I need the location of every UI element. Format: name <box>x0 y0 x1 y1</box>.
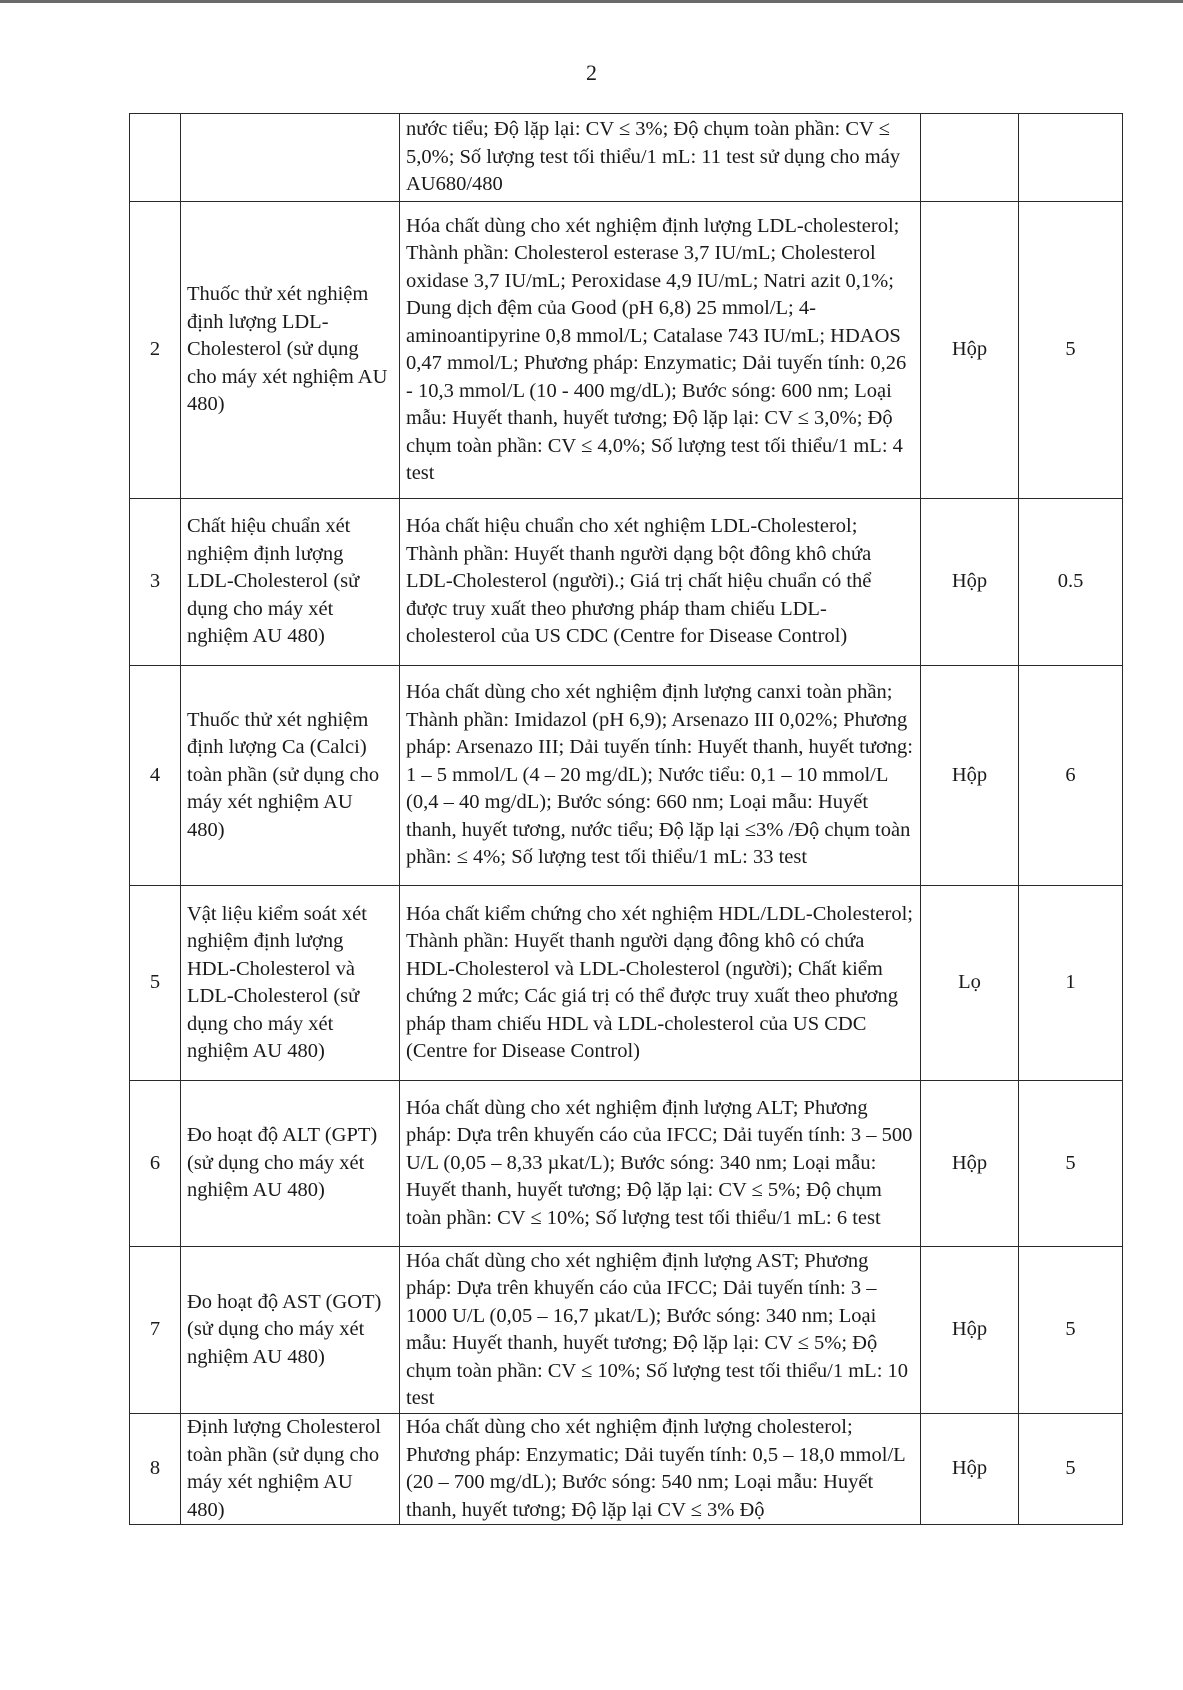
item-unit: Hộp <box>921 1247 1019 1414</box>
item-specification: nước tiểu; Độ lặp lại: CV ≤ 3%; Độ chụm toàn phần: CV ≤ 5,0%; Số lượng test tối thiểu/1 mL: 11 test sử dụng cho máy AU680/480 <box>400 114 921 202</box>
page-number: 2 <box>586 60 597 85</box>
item-name: Định lượng Cholesterol toàn phần (sử dụng cho máy xét nghiệm AU 480) <box>181 1414 400 1525</box>
table-row <box>130 886 1123 1081</box>
item-specification: Hóa chất dùng cho xét nghiệm định lượng cholesterol; Phương pháp: Enzymatic; Dải tuyến tính: 0,5 – 18,0 mmol/L (20 – 700 mg/dL); Bước sóng: 540 nm; Loại mẫu: Huyết thanh, huyết tương; Độ lặp lại CV ≤ 3% Độ <box>400 1414 921 1525</box>
item-specification: Hóa chất dùng cho xét nghiệm định lượng canxi toàn phần; Thành phần: Imidazol (pH 6,9); Arsenazo III 0,02%; Phương pháp: Arsenazo III; Dải tuyến tính: Huyết thanh, huyết tương: 1 – 5 mmol/L (4 – 20 mg/dL); Nước tiểu: 0,1 – 10 mmol/L (0,4 – 40 mg/dL); Bước sóng: 660 nm; Loại mẫu: Huyết thanh, huyết tương, nước tiểu; Độ lặp lại ≤3% /Độ chụm toàn phần: ≤ 4%; Số lượng test tối thiểu/1 mL: 33 test <box>400 666 921 886</box>
item-specification: Hóa chất kiểm chứng cho xét nghiệm HDL/LDL-Cholesterol; Thành phần: Huyết thanh người dạng đông khô có chứa HDL-Cholesterol và LDL-Cholesterol (người); Chất kiểm chứng 2 mức; Các giá trị có thể được truy xuất theo phương pháp tham chiếu HDL và LDL-cholesterol của US CDC (Centre for Disease Control) <box>400 886 921 1081</box>
scan-top-edge <box>0 0 1183 3</box>
item-unit: Hộp <box>921 1414 1019 1525</box>
row-number: 6 <box>130 1081 181 1247</box>
item-quantity: 1 <box>1019 886 1123 1081</box>
specification-table <box>129 113 1123 1525</box>
item-unit: Lọ <box>921 886 1019 1081</box>
item-name: Đo hoạt độ ALT (GPT) (sử dụng cho máy xét nghiệm AU 480) <box>181 1081 400 1247</box>
item-quantity: 5 <box>1019 1247 1123 1414</box>
item-unit: Hộp <box>921 499 1019 666</box>
item-specification: Hóa chất dùng cho xét nghiệm định lượng AST; Phương pháp: Dựa trên khuyến cáo của IFCC; Dải tuyến tính: 3 – 1000 U/L (0,05 – 16,7 µkat/L); Bước sóng: 340 nm; Loại mẫu: Huyết thanh, huyết tương; Độ lặp lại: CV ≤ 5%; Độ chụm toàn phần: CV ≤ 10%; Số lượng test tối thiểu/1 mL: 10 test <box>400 1247 921 1414</box>
row-number: 3 <box>130 499 181 666</box>
item-unit: Hộp <box>921 1081 1019 1247</box>
table-row <box>130 499 1123 666</box>
row-number: 2 <box>130 202 181 499</box>
item-name <box>181 114 400 202</box>
row-number: 8 <box>130 1414 181 1525</box>
row-number: 5 <box>130 886 181 1081</box>
table-row <box>130 1081 1123 1247</box>
item-name: Vật liệu kiểm soát xét nghiệm định lượng HDL-Cholesterol và LDL-Cholesterol (sử dụng cho máy xét nghiệm AU 480) <box>181 886 400 1081</box>
table-row <box>130 114 1123 202</box>
item-unit <box>921 114 1019 202</box>
row-number: 4 <box>130 666 181 886</box>
item-unit: Hộp <box>921 202 1019 499</box>
item-specification: Hóa chất dùng cho xét nghiệm định lượng LDL-cholesterol; Thành phần: Cholesterol esterase 3,7 IU/mL; Cholesterol oxidase 3,7 IU/mL; Peroxidase 4,9 IU/mL; Natri azit 0,1%; Dung dịch đệm của Good (pH 6,8) 25 mmol/L; 4-aminoantipyrine 0,8 mmol/L; Catalase 743 IU/mL; HDAOS 0,47 mmol/L; Phương pháp: Enzymatic; Dải tuyến tính: 0,26 - 10,3 mmol/L (10 - 400 mg/dL); Bước sóng: 600 nm; Loại mẫu: Huyết thanh, huyết tương; Độ lặp lại: CV ≤ 3,0%; Độ chụm toàn phần: CV ≤ 4,0%; Số lượng test tối thiểu/1 mL: 4 test <box>400 202 921 499</box>
item-specification: Hóa chất hiệu chuẩn cho xét nghiệm LDL-Cholesterol; Thành phần: Huyết thanh người dạng bột đông khô chứa LDL-Cholesterol (người).; Giá trị chất hiệu chuẩn có thể được truy xuất theo phương pháp tham chiếu LDL-cholesterol của US CDC (Centre for Disease Control) <box>400 499 921 666</box>
item-specification: Hóa chất dùng cho xét nghiệm định lượng ALT; Phương pháp: Dựa trên khuyến cáo của IFCC; Dải tuyến tính: 3 – 500 U/L (0,05 – 8,33 µkat/L); Bước sóng: 340 nm; Loại mẫu: Huyết thanh, huyết tương; Độ lặp lại: CV ≤ 5%; Độ chụm toàn phần: CV ≤ 10%; Số lượng test tối thiểu/1 mL: 6 test <box>400 1081 921 1247</box>
table-row <box>130 666 1123 886</box>
item-unit: Hộp <box>921 666 1019 886</box>
item-quantity: 5 <box>1019 202 1123 499</box>
table-row <box>130 1247 1123 1414</box>
table-row <box>130 202 1123 499</box>
item-quantity: 0.5 <box>1019 499 1123 666</box>
item-name: Thuốc thử xét nghiệm định lượng LDL-Cholesterol (sử dụng cho máy xét nghiệm AU 480) <box>181 202 400 499</box>
row-number <box>130 114 181 202</box>
row-number: 7 <box>130 1247 181 1414</box>
item-name: Chất hiệu chuẩn xét nghiệm định lượng LDL-Cholesterol (sử dụng cho máy xét nghiệm AU 480) <box>181 499 400 666</box>
item-quantity <box>1019 114 1123 202</box>
item-quantity: 5 <box>1019 1081 1123 1247</box>
item-name: Thuốc thử xét nghiệm định lượng Ca (Calci) toàn phần (sử dụng cho máy xét nghiệm AU 480) <box>181 666 400 886</box>
table-row <box>130 1414 1123 1525</box>
item-quantity: 5 <box>1019 1414 1123 1525</box>
item-quantity: 6 <box>1019 666 1123 886</box>
item-name: Đo hoạt độ AST (GOT) (sử dụng cho máy xét nghiệm AU 480) <box>181 1247 400 1414</box>
